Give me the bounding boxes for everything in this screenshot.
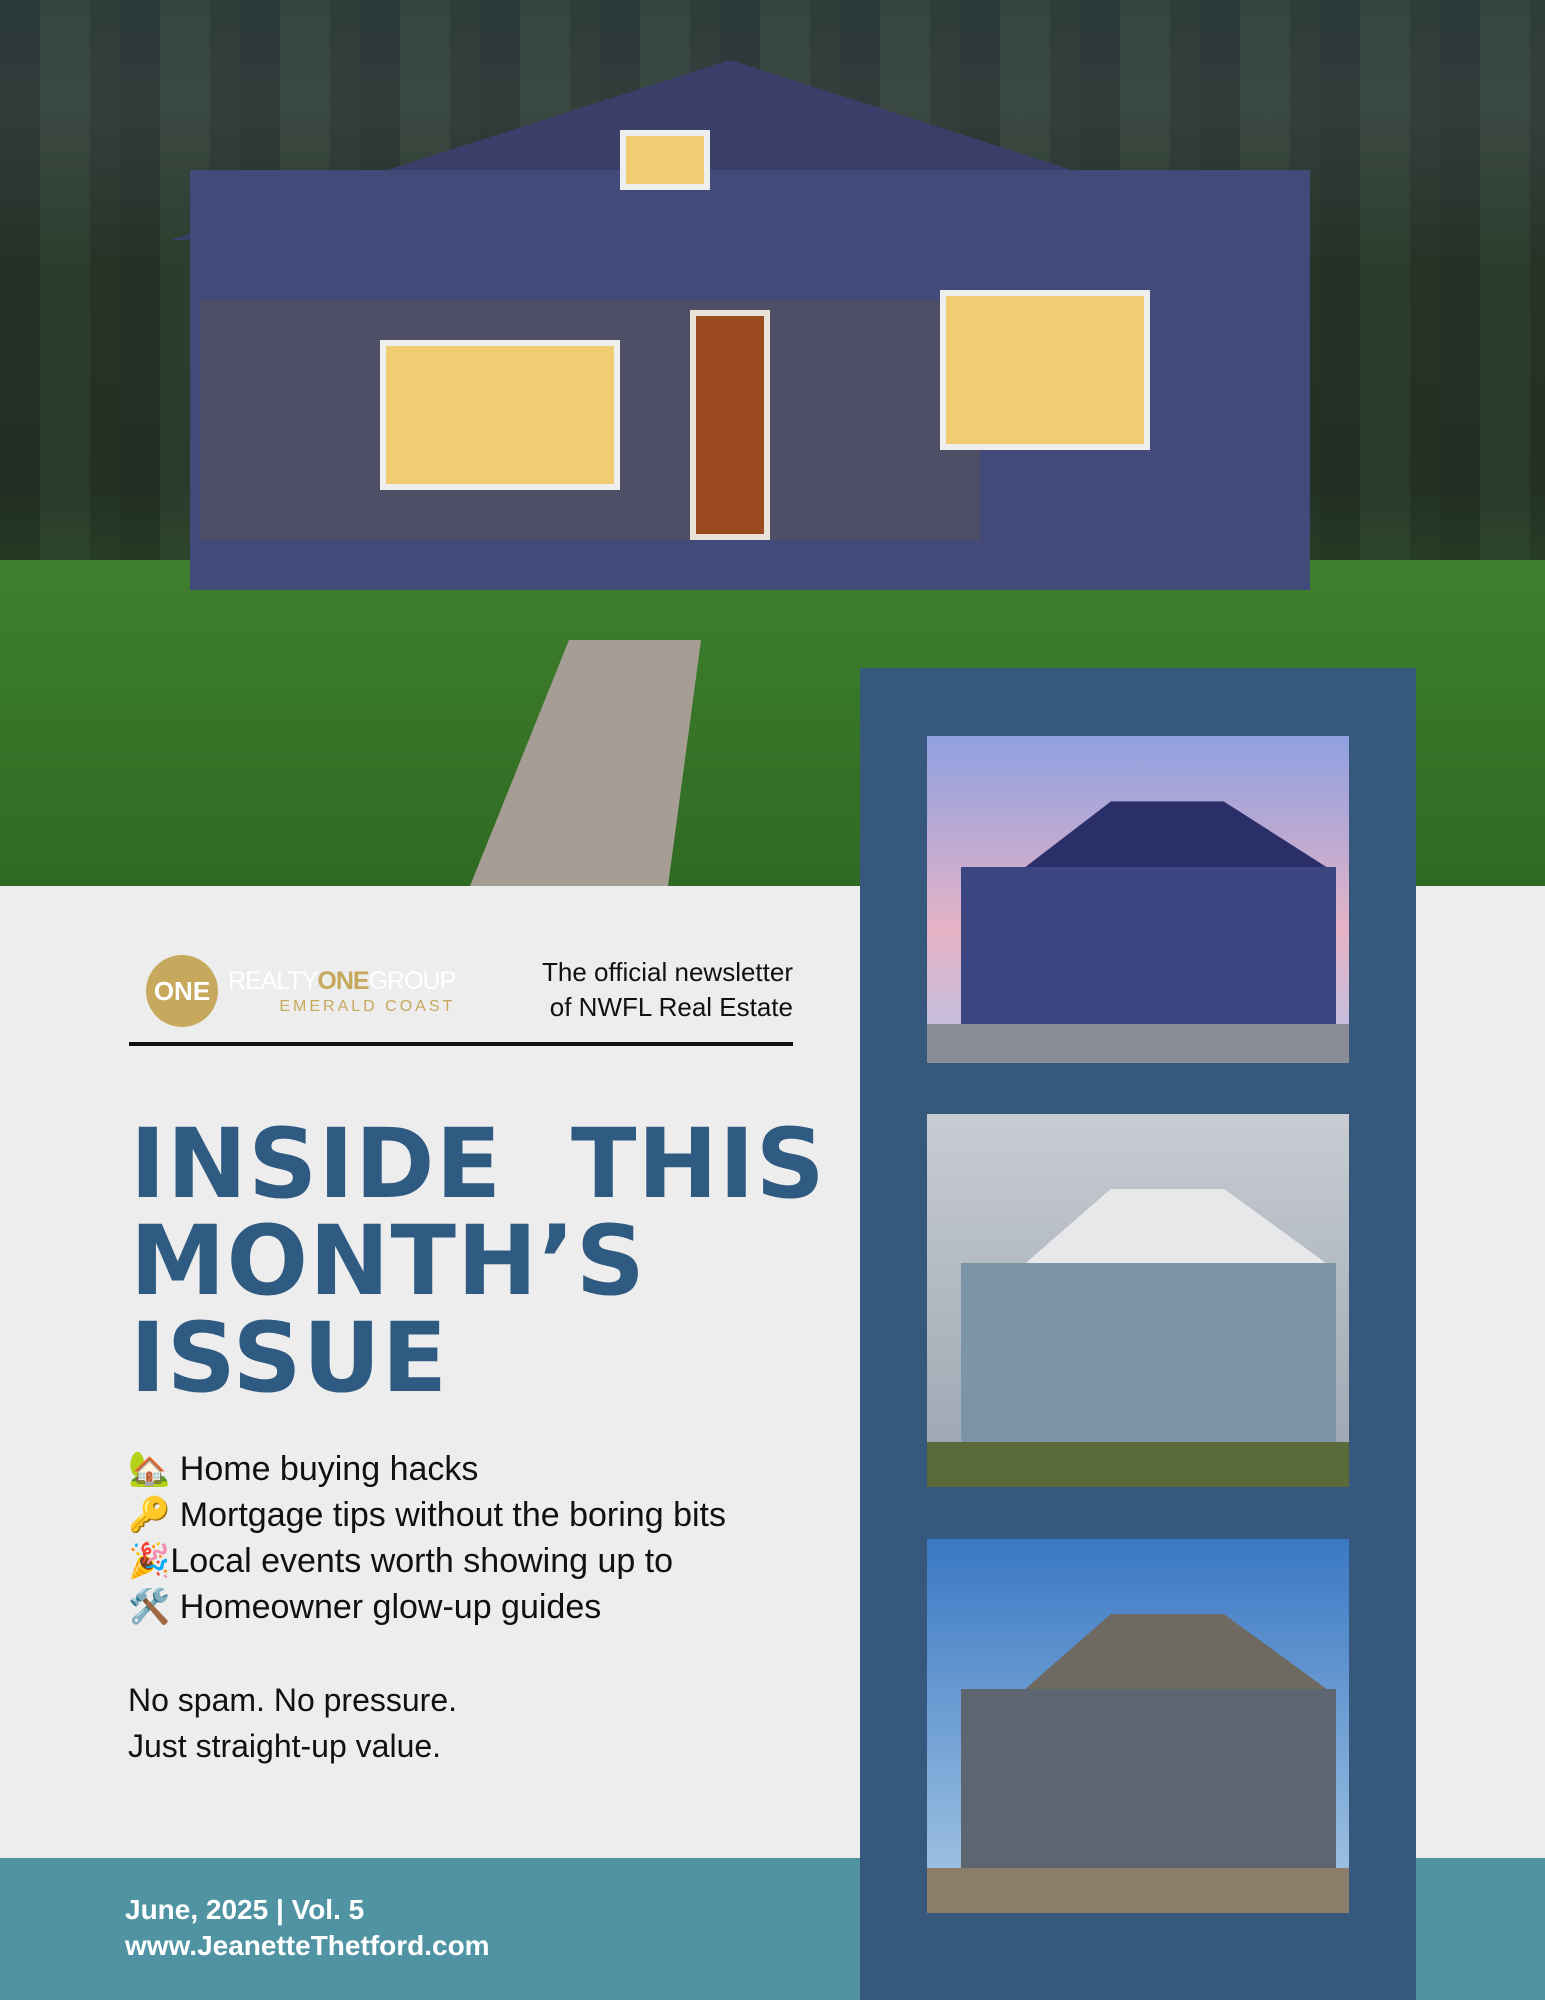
logo-name: REALTY (228, 966, 318, 995)
house-photo-1 (927, 736, 1349, 1063)
list-item-text: Local events worth showing up to (170, 1542, 674, 1580)
list-item (128, 1446, 726, 1492)
page-title (130, 1108, 826, 1414)
logo-region: EMERALD COAST (279, 997, 456, 1015)
list-item-text: Home buying hacks (170, 1450, 479, 1488)
closing-line-1: No spam. No pressure. (128, 1682, 458, 1718)
newsletter-tagline (542, 955, 793, 1025)
house-with-garden-icon: 🏡 (128, 1450, 171, 1488)
list-item (128, 1492, 726, 1538)
title-line-2: MONTH’S (130, 1205, 646, 1317)
issue-topics-list (128, 1446, 726, 1630)
logo-name-accent: ONE (317, 966, 369, 995)
title-line-1: INSIDE THIS (130, 1108, 826, 1220)
key-icon: 🔑 (128, 1496, 171, 1534)
logo-mark: ONE (146, 955, 218, 1027)
house-photo-2 (927, 1114, 1349, 1487)
logo-name-end: GROUP (368, 966, 456, 995)
realty-one-group-logo (146, 955, 455, 1027)
closing-message (128, 1677, 457, 1769)
list-item-text: Mortgage tips without the boring bits (170, 1496, 726, 1534)
list-item-text: Homeowner glow-up guides (170, 1588, 602, 1626)
hammer-and-wrench-icon: 🛠️ (128, 1588, 171, 1626)
party-popper-icon: 🎉 (128, 1542, 171, 1580)
list-item (128, 1538, 726, 1584)
tagline-line-2: of NWFL Real Estate (549, 992, 793, 1022)
tagline-line-1: The official newsletter (542, 957, 793, 987)
divider (129, 1042, 793, 1046)
title-line-3: ISSUE (130, 1302, 449, 1414)
closing-line-2: Just straight-up value. (128, 1728, 442, 1764)
footer-info (125, 1892, 490, 1964)
issue-date: June, 2025 | Vol. 5 (125, 1894, 365, 1925)
list-item (128, 1584, 726, 1630)
website-link[interactable]: www.JeanetteThetford.com (125, 1930, 490, 1961)
house-photo-3 (927, 1539, 1349, 1913)
